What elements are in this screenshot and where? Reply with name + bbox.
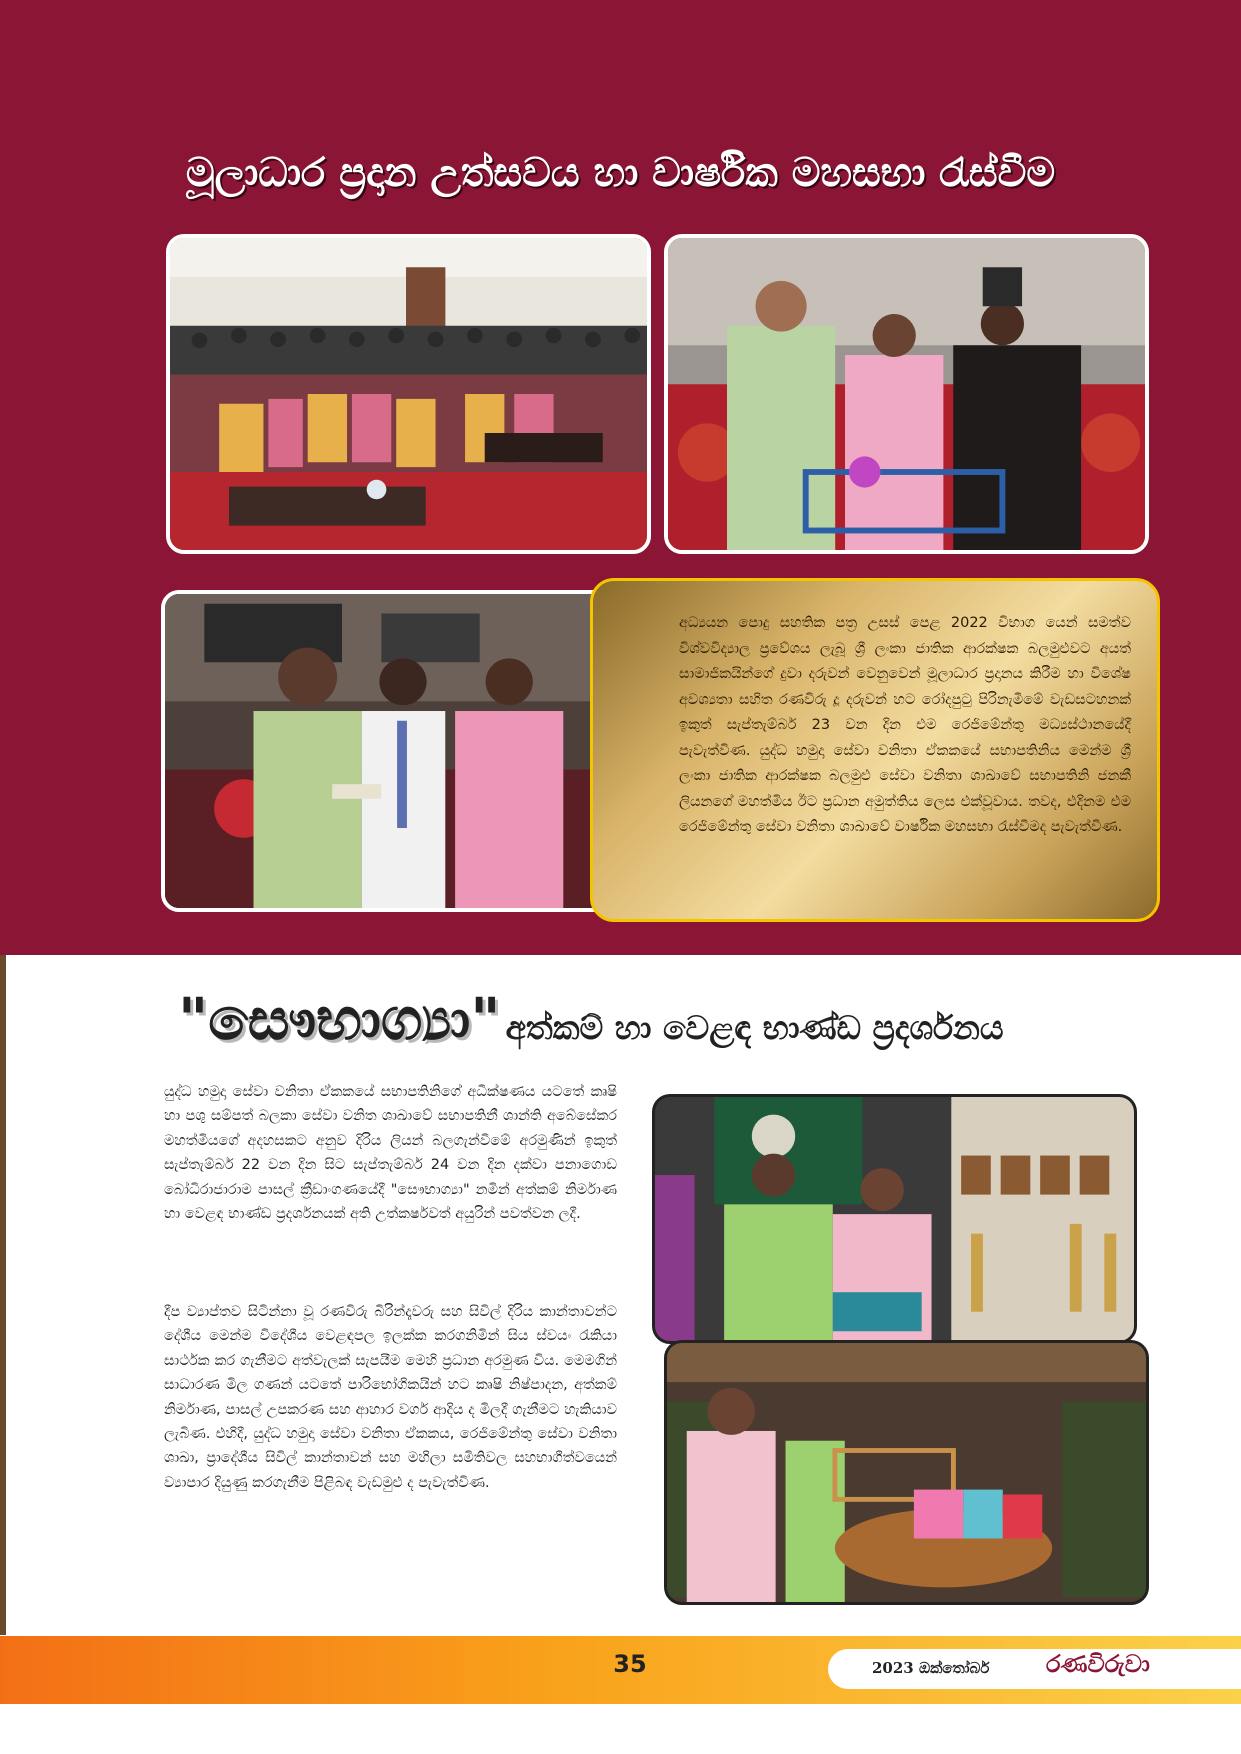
section2-title-rest: අත්කම් හා වෙළඳ භාණ්ඩ ප්‍රදර්ශනය <box>505 1008 1004 1047</box>
wheelchair-presentation-photo <box>664 234 1149 554</box>
issue-date: 2023 ඔක්තෝබර් <box>872 1659 990 1677</box>
audience-photo <box>166 234 651 554</box>
body-paragraph-2: දීප ව්‍යාප්තව සිටින්නා වූ රණවිරු බිරින්දෑවරු සහ සිවිල් දිරිය කාන්තාවන්ට දේශීය මෙන්ම විදේශීය වෙළඳපල ඉලක්ක කරගනිමින් සිය ස්වයං රැකියා සාර්ථක කර ගැනීමට අත්වැලක් සැපයීම මෙහි ප්‍රධාන අරමුණ විය. මෙමගින් සාධාරණ මිල ගණන් යටතේ පාරිභෝගිකයින් හට කෘෂි නිෂ්පාදන, අත්කම් නිර්මාණ, පාසල් උපකරණ සහ ආහාර වර්ග ආදිය ද මිලදී ගැනීමට හැකියාව ලැබිණ. එහිදී, යුද්ධ හමුදා සේවා වනිතා ඒකකය, රෙජිමේන්තු සේවා වනිතා ශාඛා, ප්‍රාදේශීය සිවිල් කාන්තාවන් සහ මහිලා සමිතිවල සහභාගීත්වයෙන් ව්‍යාපාර දියුණු කරගැනීම පිළිබඳ වැඩමුළු ද පැවැත්විණ. <box>164 1304 617 1491</box>
body-paragraph-1: යුද්ධ හමුදා සේවා වනිතා ඒකකයේ සභාපතිනිගේ අධීක්ෂණය යටතේ කෘෂි හා පශු සම්පත් බලකා සේවා වනිත ශාඛාවේ සභාපතිනී ශාන්ති අබේසේකර මහත්මියගේ අදහසකට අනුව දිරිය ලියන් බලගැන්වීමේ අරමුණින් ඉකුත් සැප්තැම්බර් 22 වන දින සිට සැප්තැම්බර් 24 වන දින දක්වා පනාගොඩ බෝධිරාජාරාම පාසල් ක්‍රීඩාංගණයේදී "සෞභාග්‍යා" නමින් අත්කම් නිර්මාණ හා වෙළඳ භාණ්ඩ ප්‍රදර්ශනයක් අති උත්කර්ෂවත් අයුරින් පවත්වන ලදී. <box>164 1084 617 1223</box>
caption-box <box>590 578 1160 922</box>
section1-title: මූලාධාර ප්‍රදාන උත්සවය හා වාර්ෂික මහසභා රැස්වීම <box>185 150 1056 196</box>
student-award-photo <box>161 590 645 912</box>
magazine-logo: රණවිරුවා <box>1046 1650 1150 1678</box>
exhibition-stall-photo <box>652 1094 1137 1344</box>
left-edge-strip <box>0 955 6 1635</box>
section2-title-quoted: "සෞභාග්‍යා" <box>178 985 501 1053</box>
section2-title <box>178 985 1198 1075</box>
page-number: 35 <box>613 1650 647 1678</box>
caption-text: අධ්‍යයන පොදු සහතික පත්‍ර උසස් පෙළ 2022 විභාග යෙන් සමත්ව විශ්වවිද්‍යාල ප්‍රවේශය ලැබූ ශ්‍රී ලංකා ජාතික ආරක්ෂක බලමුළුවට අයත් සාමාජිකයින්ගේ දුවා දරුවන් වෙනුවෙන් මූලාධාර ප්‍රදානය කිරීම හා විශේෂ අවශ්‍යතා සහිත රණවිරු දූ දරුවන් හට රෝදපුටු පිරිනැමීමේ වැඩසටහනක් ඉකුත් සැප්තැම්බර් 23 වන දින එම රෙජිමේන්තු මධ්‍යස්ථානයේදී පැවැත්විණ. යුද්ධ හමුදා සේවා වනිතා ඒකකයේ සභාපතිනිය මෙන්ම ශ්‍රී ලංකා ජාතික ආරක්ෂක බලමුළු සේවා වනිතා ශාඛාවේ සභාපතිනි ජනකී ලියනගේ මහත්මිය ඊට ප්‍රධාන අමුත්තිය ලෙස එක්වූවාය. තවද, එදිනම එම රෙජිමේන්තු සේවා වනිතා ශාඛාවේ වාර්ෂික මහසභා රැස්වීමද පැවැත්විණ. <box>679 615 1131 835</box>
basket-display-photo <box>664 1340 1149 1605</box>
